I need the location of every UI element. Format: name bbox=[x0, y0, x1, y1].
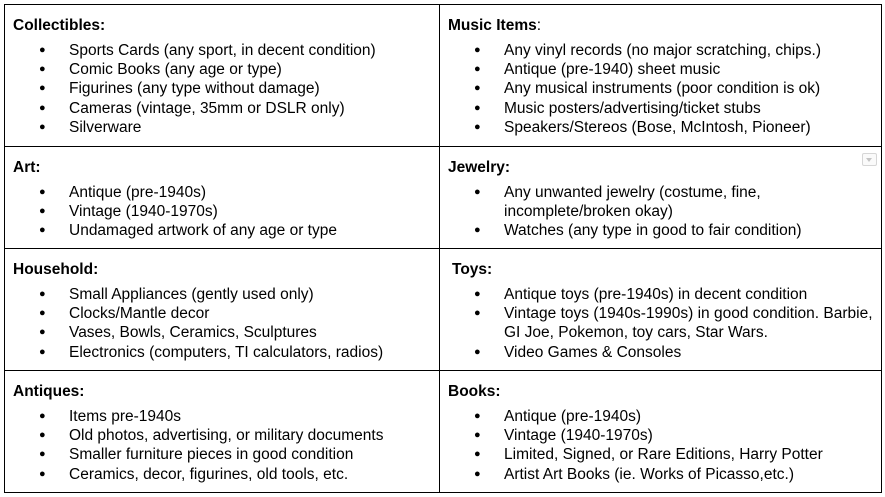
list-item: ● Speakers/Stereos (Bose, McIntosh, Pioneer) bbox=[504, 118, 873, 137]
cell-title: Jewelry: bbox=[448, 159, 511, 176]
cell-books bbox=[440, 371, 882, 493]
list-item: ● Vintage toys (1940s-1990s) in good condition. Barbie, GI Joe, Pokemon, toy cars, Star Wars. bbox=[504, 304, 873, 342]
list-item: ● Watches (any type in good to fair condition) bbox=[504, 221, 813, 240]
item-list bbox=[448, 183, 873, 241]
list-item: ● Comic Books (any age or type) bbox=[69, 60, 431, 79]
list-item: ● Music posters/advertising/ticket stubs bbox=[504, 99, 873, 118]
list-item: ● Undamaged artwork of any age or type bbox=[69, 221, 431, 240]
categories-table bbox=[4, 4, 882, 493]
list-item: ● Sports Cards (any sport, in decent condition) bbox=[69, 41, 431, 60]
cell-antiques bbox=[5, 371, 440, 493]
cell-title: Antiques: bbox=[13, 383, 85, 400]
table-row bbox=[5, 249, 882, 371]
cell-collectibles bbox=[5, 5, 440, 147]
cell-music-items bbox=[440, 5, 882, 147]
list-item: ● Any unwanted jewelry (costume, fine, incomplete/broken okay) bbox=[504, 183, 813, 221]
cell-title: Toys: bbox=[452, 261, 493, 278]
list-item: ● Clocks/Mantle decor bbox=[69, 304, 431, 323]
list-item: ● Antique (pre-1940s) bbox=[504, 407, 873, 426]
list-item: ● Vases, Bowls, Ceramics, Sculptures bbox=[69, 323, 431, 342]
item-list bbox=[448, 407, 873, 484]
list-item: ● Electronics (computers, TI calculators, radios) bbox=[69, 343, 431, 362]
list-item: ● Any vinyl records (no major scratching, chips.) bbox=[504, 41, 873, 60]
cell-art bbox=[5, 147, 440, 249]
cell-jewelry bbox=[440, 147, 882, 249]
list-item: ● Old photos, advertising, or military documents bbox=[69, 426, 431, 445]
cell-title: Books: bbox=[448, 383, 501, 400]
item-list bbox=[13, 183, 431, 241]
item-list bbox=[448, 285, 873, 362]
list-item: ● Ceramics, decor, figurines, old tools, etc. bbox=[69, 465, 431, 484]
list-item: ● Video Games & Consoles bbox=[504, 343, 873, 362]
cell-title: Household: bbox=[13, 261, 99, 278]
list-item: ● Items pre-1940s bbox=[69, 407, 431, 426]
cell-title: Art: bbox=[13, 159, 41, 176]
list-item: ● Vintage (1940-1970s) bbox=[69, 202, 431, 221]
list-item: ● Antique toys (pre-1940s) in decent condition bbox=[504, 285, 873, 304]
cell-household bbox=[5, 249, 440, 371]
list-item: ● Silverware bbox=[69, 118, 431, 137]
list-item: ● Vintage (1940-1970s) bbox=[504, 426, 873, 445]
list-item: ● Antique (pre-1940s) bbox=[69, 183, 431, 202]
chevron-down-icon[interactable] bbox=[862, 153, 877, 166]
list-item: ● Cameras (vintage, 35mm or DSLR only) bbox=[69, 99, 431, 118]
list-item: ● Limited, Signed, or Rare Editions, Harry Potter bbox=[504, 445, 873, 464]
list-item: ● Any musical instruments (poor condition is ok) bbox=[504, 79, 873, 98]
table-row bbox=[5, 371, 882, 493]
cell-title: Collectibles: bbox=[13, 17, 106, 34]
list-item: ● Antique (pre-1940) sheet music bbox=[504, 60, 873, 79]
cell-toys bbox=[440, 249, 882, 371]
list-item: ● Smaller furniture pieces in good condition bbox=[69, 445, 431, 464]
cell-title: Music Items: bbox=[448, 17, 542, 34]
item-list bbox=[448, 41, 873, 137]
list-item: ● Artist Art Books (ie. Works of Picasso,etc.) bbox=[504, 465, 873, 484]
list-item: ● Small Appliances (gently used only) bbox=[69, 285, 431, 304]
item-list bbox=[13, 41, 431, 137]
table-row bbox=[5, 147, 882, 249]
table-row bbox=[5, 5, 882, 147]
item-list bbox=[13, 285, 431, 362]
list-item: ● Figurines (any type without damage) bbox=[69, 79, 431, 98]
item-list bbox=[13, 407, 431, 484]
